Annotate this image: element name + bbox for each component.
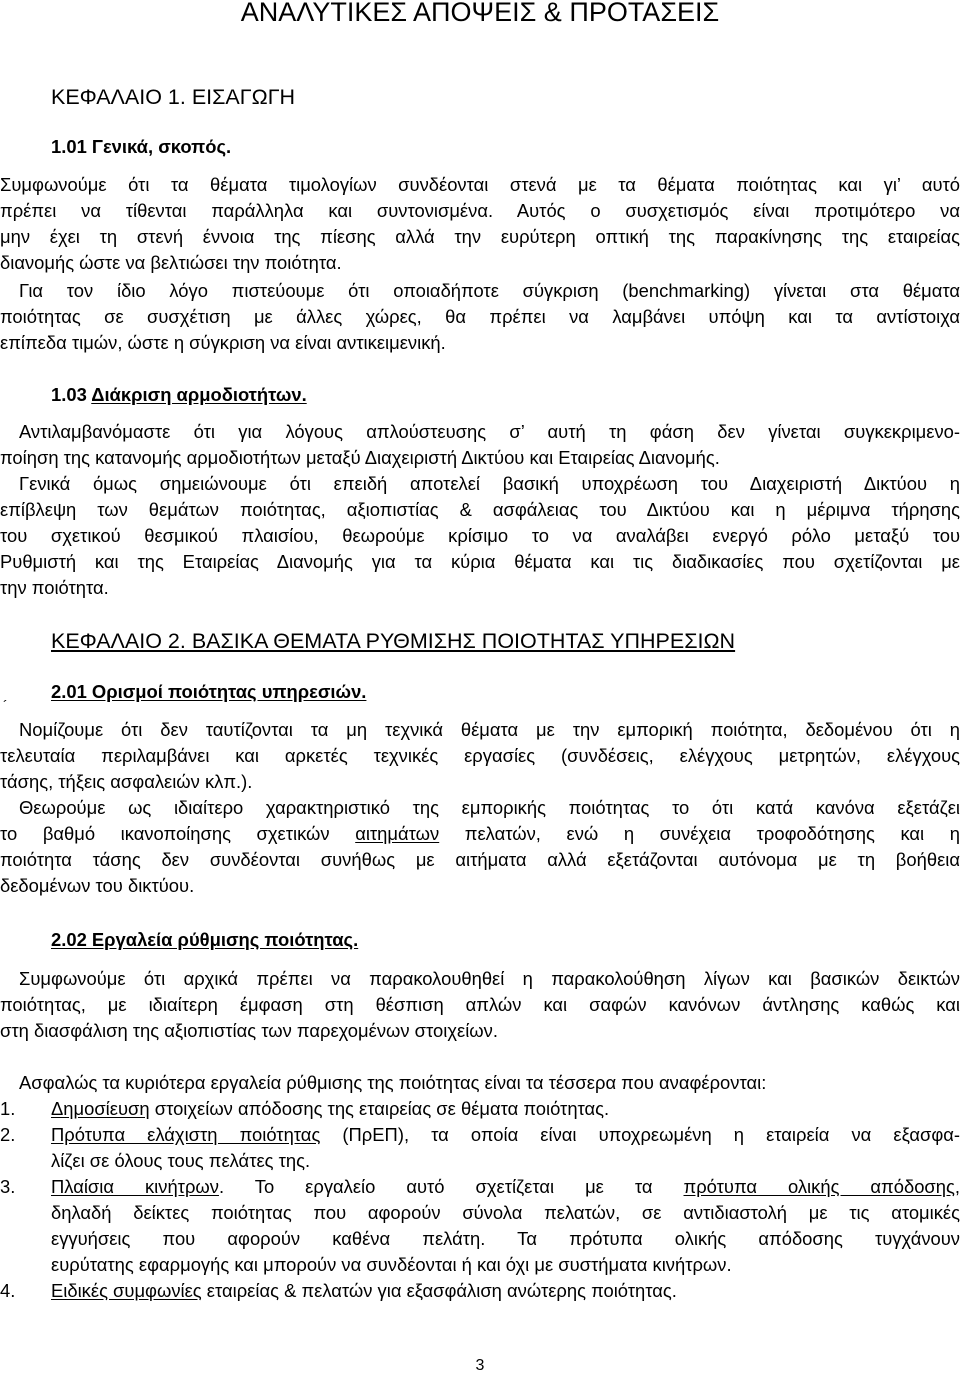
list-item-text: στοιχείων απόδοσης της εταιρείας σε θέματα ποιότητας.: [149, 1098, 610, 1119]
list-number: 1.: [0, 1098, 16, 1119]
list-item: [51, 1175, 960, 1199]
text-run-underlined: αιτημάτων: [355, 823, 440, 844]
paragraph-line: στη διασφάλιση της αξιοπιστίας των παρεχομένων στοιχείων.: [0, 1020, 498, 1041]
list-item-term: Δημοσίευση: [51, 1098, 150, 1119]
list-item-term: Πρότυπα ελάχιστη ποιότητας: [51, 1124, 321, 1145]
text-run: πελατών, ενώ η συνέχεια τροφοδότησης και η: [464, 823, 960, 844]
list-item-continuation: ευρύτατης εφαρμογής και μπορούν να συνδέονται ή και όχι με συστήματα κινήτρων.: [51, 1254, 732, 1275]
list-item: [51, 1097, 609, 1121]
paragraph-line: ποιότητα τάσης δεν συνδέονται συνήθως με αιτήματα αλλά εξετάζονται αυτόνομα με τη βοήθεια: [0, 849, 960, 870]
paragraph-line: διανομής ώστε να βελτιώσει την ποιότητα.: [0, 252, 342, 273]
paragraph-line: πρέπει να τίθενται παράλληλα και συντονισμένα. Αυτός ο συσχετισμός είναι προτιμότερο να: [0, 200, 960, 221]
paragraph-line: Συμφωνούμε ότι τα θέματα τιμολογίων συνδέονται στενά με τα θέματα ποιότητας και γι’ αυτό: [0, 174, 960, 195]
paragraph-line: Αντιλαμβανόμαστε ότι για λόγους απλούστευσης σ’ αυτή τη φάση δεν γίνεται συγκεκριμενο-: [19, 421, 960, 442]
paragraph-line: μην έχει τη στενή έννοια της πίεσης αλλά την ευρύτερη οπτική της παρακίνησης της εταιρείας: [0, 226, 960, 247]
list-item-continuation: λίζει σε όλους τους πελάτες της.: [51, 1150, 311, 1171]
paragraph-line: δεδομένων του δικτύου.: [0, 875, 195, 896]
list-item-text: . Το εργαλείο αυτό σχετίζεται με τα: [218, 1176, 653, 1197]
list-item: [51, 1279, 677, 1303]
document-title: ΑΝΑΛΥΤΙΚΕΣ ΑΠΟΨΕΙΣ & ΠΡΟΤΑΣΕΙΣ: [240, 0, 720, 27]
list-item-continuation: εγγυήσεις που αφορούν καθένα πελάτη. Τα πρότυπα ολικής απόδοσης τυγχάνουν: [51, 1228, 960, 1249]
paragraph-line: Για τον ίδιο λόγο πιστεύουμε ότι οποιαδήποτε σύγκριση (benchmarking) γίνεται στα θέματα: [19, 280, 960, 301]
paragraph-line: τελευταία περιλαμβάνει και αρκετές τεχνικές εργασίες (συνδέσεις, ελέγχους μετρητών, ελέγχους: [0, 745, 960, 766]
section-2-02-heading: 2.02 Εργαλεία ρύθμισης ποιότητας.: [51, 929, 359, 950]
list-item-continuation: δηλαδή δείκτες ποιότητας που αφορούν σύνολα πελατών, σε αντιδιαστολή με τις ατομικές: [51, 1202, 960, 1223]
tools-intro: Ασφαλώς τα κυριότερα εργαλεία ρύθμισης της ποιότητας είναι τα τέσσερα που αναφέρονται:: [19, 1072, 767, 1093]
paragraph-line: Συμφωνούμε ότι αρχικά πρέπει να παρακολουθηθεί η παρακολούθηση λίγων και βασικών δεικτών: [19, 968, 960, 989]
list-item-text: (ΠρΕΠ), τα οποία είναι υποχρεωμένη η εταιρεία να εξασφα-: [320, 1124, 960, 1145]
list-item-term: πρότυπα ολικής απόδοσης: [683, 1176, 955, 1197]
paragraph-line: ποιότητας, με ιδιαίτερη έμφαση στη θέσπιση απλών και σαφών κανόνων άντλησης καθώς και: [0, 994, 960, 1015]
section-number: 1.03: [51, 384, 92, 405]
list-item-term: Πλαίσια κινήτρων: [51, 1176, 219, 1197]
section-title: Διάκριση αρμοδιοτήτων.: [91, 384, 307, 405]
paragraph-line: ποίηση της κατανομής αρμοδιοτήτων μεταξύ Διαχειριστή Δικτύου και Εταιρείας Διανομής.: [0, 447, 720, 468]
list-item-text: ,: [954, 1176, 960, 1197]
list-item-term: Ειδικές συμφωνίες: [51, 1280, 202, 1301]
paragraph-line: Γενικά όμως σημειώνουμε ότι επειδή αποτελεί βασική υποχρέωση του Διαχειριστή Δικτύου η: [19, 473, 960, 494]
paragraph-line: Ρυθμιστή και της Εταιρείας Διανομής για τα κύρια θέματα και τις διαδικασίες που σχετίζονται με: [0, 551, 960, 572]
paragraph-line: Νομίζουμε ότι δεν ταυτίζονται τα μη τεχνικά θέματα με την εμπορική ποιότητα, δεδομένου ότι η: [19, 719, 960, 740]
paragraph-line: επίπεδα τιμών, ώστε η σύγκριση να είναι αντικειμενική.: [0, 332, 446, 353]
list-item: [51, 1123, 960, 1147]
section-2-01-heading: 2.01 Ορισμοί ποιότητας υπηρεσιών.: [51, 681, 367, 702]
paragraph-line: ποιότητας σε συσχέτιση με άλλες χώρες, θα πρέπει να λαμβάνει υπόψη και τα αντίστοιχα: [0, 306, 960, 327]
paragraph-line: επίβλεψη των θεμάτων ποιότητας, αξιοπιστίας & ασφάλειας του Δικτύου και η μέριμνα τήρησης: [0, 499, 960, 520]
chapter-2-heading: ΚΕΦΑΛΑΙΟ 2. ΒΑΣΙΚΑ ΘΕΜΑΤΑ ΡΥΘΜΙΣΗΣ ΠΟΙΟΤΗΤΑΣ ΥΠΗΡΕΣΙΩΝ: [51, 629, 736, 653]
paragraph-line: του σχετικού θεσμικού πλαισίου, θεωρούμε κρίσιμο το να αναλάβει ενεργό ρόλο μεταξύ του: [0, 525, 960, 546]
paragraph-line: Θεωρούμε ως ιδιαίτερο χαρακτηριστικό της εμπορικής ποιότητας το ότι κατά κανόνα εξετάζει: [19, 797, 960, 818]
list-number: 4.: [0, 1280, 16, 1301]
text-run: το βαθμό ικανοποίησης σχετικών: [0, 823, 330, 844]
margin-mark: ´: [3, 697, 8, 713]
list-number: 3.: [0, 1176, 16, 1197]
paragraph-line: τάσης, τήξεις ασφαλειών κλπ.).: [0, 771, 253, 792]
chapter-1-heading: ΚΕΦΑΛΑΙΟ 1. ΕΙΣΑΓΩΓΗ: [51, 85, 296, 109]
page-number: 3: [475, 1357, 485, 1374]
paragraph-line: [0, 822, 960, 846]
section-1-03-heading: [51, 383, 307, 407]
paragraph-line: την ποιότητα.: [0, 577, 109, 598]
section-1-01-heading: 1.01 Γενικά, σκοπός.: [51, 136, 232, 157]
list-item-text: εταιρείας & πελατών για εξασφάλιση ανώτερης ποιότητας.: [201, 1280, 677, 1301]
list-number: 2.: [0, 1124, 16, 1145]
